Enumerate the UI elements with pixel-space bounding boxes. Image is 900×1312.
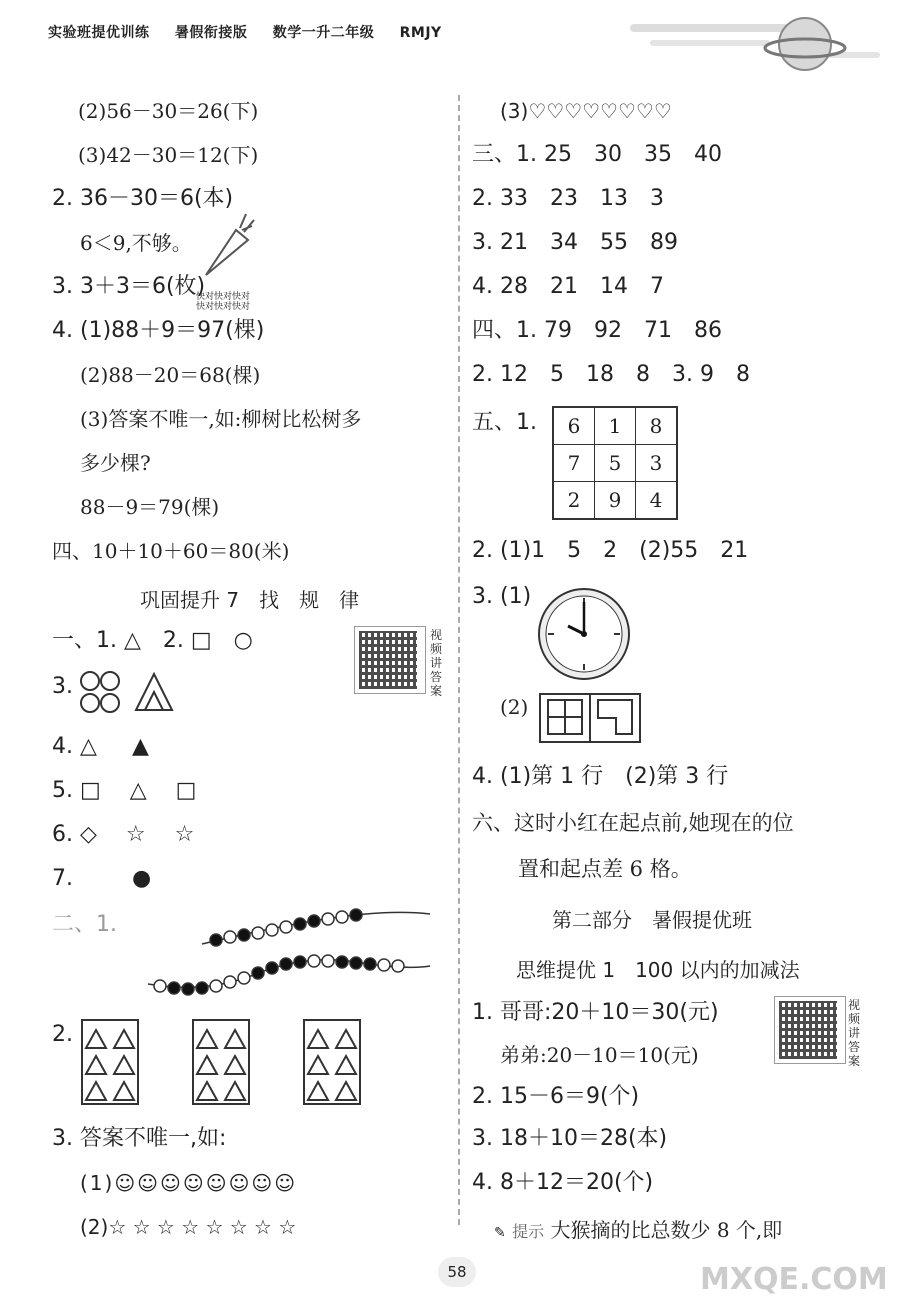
triangle-boxes-icon [80,1018,400,1108]
answer-line: 2. 15－6＝9(个) [472,1084,640,1109]
clock-icon [536,586,632,682]
answer-line: 3. 3＋3＝6(枚) [52,274,206,299]
answer-line: 2. 36－30＝6(本) [52,186,234,211]
qr-label: 视频讲答案 [430,628,443,698]
answer-line: 3. [52,674,73,699]
answer-line: 五、1. [472,410,537,435]
grid-cell: 6 [553,407,595,445]
answer-line: 4. (1)88＋9＝97(棵) [52,318,265,343]
page-number: 58 [438,1257,476,1287]
part-title: 第二部分 暑假提优班 [552,908,752,932]
answer-line: 5. □ △ □ [52,778,197,803]
answer-line: 2. [52,1022,73,1047]
hint-label: 提示 [512,1222,545,1241]
answer-line: 4. △ [52,734,97,759]
qr-code-pattern [359,631,417,689]
answer-line: 4. 28 21 14 7 [472,274,664,299]
site-watermark: MXQE.COM [700,1262,888,1297]
qr-code[interactable] [774,996,846,1064]
answer-line: 88－9＝79(棵) [80,495,220,519]
planet-decoration-icon [630,6,880,76]
answer-line: 2. 33 23 13 3 [472,186,664,211]
star-row: (2)☆ ☆ ☆ ☆ ☆ ☆ ☆ ☆ [80,1215,297,1239]
watermark-line: 快对快对快对 [196,302,251,312]
hint-text: 大猴摘的比总数少 8 个,即 [550,1218,783,1242]
smiley-row: (1)☺☺☺☺☺☺☺☺ [80,1171,298,1195]
answer-line: 6＜9,不够。 [80,231,192,255]
column-divider [458,95,460,1225]
section-title: 巩固提升 7 找 规 律 [140,588,360,612]
edition-title: 暑假衔接版 [174,25,248,41]
qr-label: 视频讲答案 [848,998,861,1068]
carrot-icon [196,210,256,280]
grid-cell: 9 [595,482,636,520]
grid-cell: 1 [595,407,636,445]
answer-line: 四、10＋10＋60＝80(米) [52,539,290,563]
answer-line: (2) [500,695,529,719]
answer-line: 3. 21 34 55 89 [472,230,678,255]
qr-code[interactable] [354,626,426,694]
answer-line: 1. 哥哥:20＋10＝30(元) [472,1000,719,1025]
answer-line: 六、这时小红在起点前,她现在的位 [472,811,794,835]
answer-line: 2. 12 5 18 8 3. 9 8 [472,362,750,387]
subsection-title: 思维提优 1 100 以内的加减法 [516,958,800,982]
grid-cell: 4 [636,482,678,520]
filled-triangle: ▲ [132,734,149,759]
bead-string-icon [146,904,436,1004]
answer-line: (2)88－20＝68(棵) [80,363,261,387]
answer-line: 四、1. 79 92 71 86 [472,318,722,343]
answer-line: (3)答案不唯一,如:柳树比松树多 [80,407,362,431]
window-grid-icon [538,692,644,744]
answer-line: 4. 8＋12＝20(个) [472,1170,654,1195]
filled-circle: ● [132,866,152,891]
answer-line: 一、1. △ 2. □ ○ [52,628,253,653]
answer-line: 6. ◇ ☆ ☆ [52,822,195,847]
hint [494,1214,782,1243]
series-title: 实验班提优训练 [48,25,150,41]
answer-line: 4. (1)第 1 行 (2)第 3 行 [472,764,729,789]
answer-line: 3. (1) [472,584,532,609]
answer-line: 置和起点差 6 格。 [518,857,692,881]
subject-title: 数学一升二年级 [272,25,375,41]
circles-triangles-icon [80,670,180,716]
edition-code: RMJY [399,25,442,41]
answer-line: 弟弟:20－10＝10(元) [500,1043,699,1067]
heart-row: (3)♡♡♡♡♡♡♡♡ [500,99,672,123]
grid-cell: 8 [636,407,678,445]
watermark-line: 快对快对快对 [196,292,251,302]
grid-cell: 7 [553,445,595,482]
watermark-text [196,292,250,312]
answer-line: (2)56－30＝26(下) [78,99,259,123]
grid-cell: 5 [595,445,636,482]
answer-line: 二、1. [52,912,117,937]
answer-line: 三、1. 25 30 35 40 [472,142,722,167]
answer-line: (3)42－30＝12(下) [78,143,259,167]
answer-line: 2. (1)1 5 2 (2)55 21 [472,538,749,563]
magic-square [552,406,678,520]
hint-icon: ✎ [494,1225,506,1241]
page-header [48,22,462,42]
qr-code-pattern [779,1001,837,1059]
answer-line: 多少棵? [80,451,151,475]
grid-cell: 3 [636,445,678,482]
answer-line: 3. 答案不唯一,如: [52,1126,227,1151]
answer-line: 7. [52,866,73,891]
answer-line: 3. 18＋10＝28(本) [472,1126,668,1151]
grid-cell: 2 [553,482,595,520]
